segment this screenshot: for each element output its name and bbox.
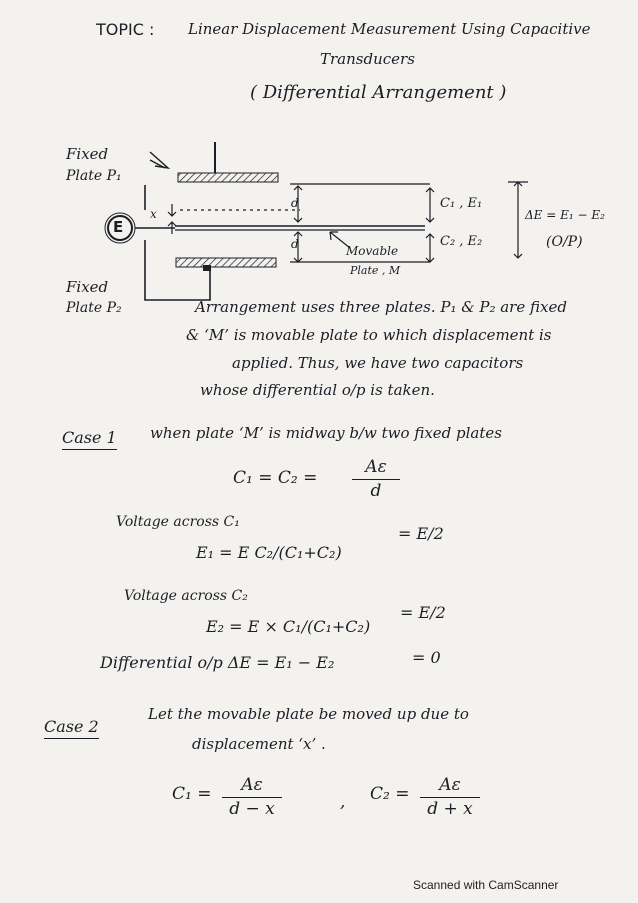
c2-numerator: Aε (439, 775, 461, 795)
fixed-plate-p2 (176, 258, 276, 267)
delta-e-label: ΔE = E₁ − E₂ (525, 208, 605, 222)
differential-output: Differential o/p ΔE = E₁ − E₂ (100, 653, 335, 672)
movable-label: Movable (346, 244, 399, 258)
e2-result: = E/2 (400, 603, 446, 622)
title-line-2: Transducers (320, 50, 415, 68)
voltage-across-c2: Voltage across C₂ (124, 588, 248, 604)
e1-result: = E/2 (398, 524, 444, 543)
d-bottom-label: d (291, 237, 299, 251)
scanner-watermark: Scanned with CamScanner (413, 878, 559, 892)
movable-plate-label: Plate , M (350, 264, 401, 277)
fixed-plate-p1 (178, 173, 278, 182)
c2-lhs: C₂ = (370, 784, 410, 804)
subtitle: ( Differential Arrangement ) (250, 82, 507, 103)
description-line-3: applied. Thus, we have two capacitors (232, 354, 524, 372)
differential-result: = 0 (412, 648, 441, 667)
case1-eq-numerator: Aε (365, 457, 387, 477)
description-line-4: whose differential o/p is taken. (200, 381, 435, 399)
c2-denominator: d + x (427, 798, 473, 819)
e1-equation: E₁ = E C₂/(C₁+C₂) (196, 543, 342, 562)
c1-denominator: d − x (229, 798, 275, 819)
fixed-plate-p2-label-line2: Plate P₂ (66, 300, 122, 316)
case1-condition: when plate ‘M’ is midway b/w two fixed plates (150, 424, 502, 442)
op-label: (O/P) (546, 234, 583, 250)
case1-label: Case 1 (62, 428, 117, 450)
c1-fraction (222, 776, 282, 818)
d-top-label: d (291, 196, 299, 210)
fixed-plate-p1-label-line1: Fixed (66, 145, 109, 163)
c1-numerator: Aε (241, 775, 263, 795)
description-line-2: & ‘M’ is movable plate to which displacement is (186, 326, 552, 344)
e2-equation: E₂ = E × C₁/(C₁+C₂) (206, 617, 371, 636)
case1-eq-fraction (352, 458, 400, 500)
c1-e1-label: C₁ , E₁ (440, 196, 483, 211)
case2-label: Case 2 (44, 717, 99, 739)
case2-line-1: Let the movable plate be moved up due to (148, 705, 469, 723)
title-line-1: Linear Displacement Measurement Using Capacitive (188, 20, 591, 38)
c2-e2-label: C₂ , E₂ (440, 234, 483, 249)
comma-separator: , (340, 792, 346, 812)
c2-fraction (420, 776, 480, 818)
case2-line-2: displacement ‘x’ . (192, 735, 326, 753)
case1-eq-denominator: d (370, 480, 382, 501)
voltage-across-c1: Voltage across C₁ (116, 514, 240, 530)
x-label: x (150, 207, 157, 221)
c1-lhs: C₁ = (172, 784, 212, 804)
topic-label: TOPIC : (96, 20, 155, 39)
fixed-plate-p2-label-line1: Fixed (66, 278, 109, 296)
case1-eq-lhs: C₁ = C₂ = (233, 468, 318, 488)
fixed-plate-p1-label-line2: Plate P₁ (66, 168, 122, 184)
source-e-label: E (113, 218, 124, 236)
description-line-1: Arrangement uses three plates. P₁ & P₂ are fixed (195, 298, 567, 316)
